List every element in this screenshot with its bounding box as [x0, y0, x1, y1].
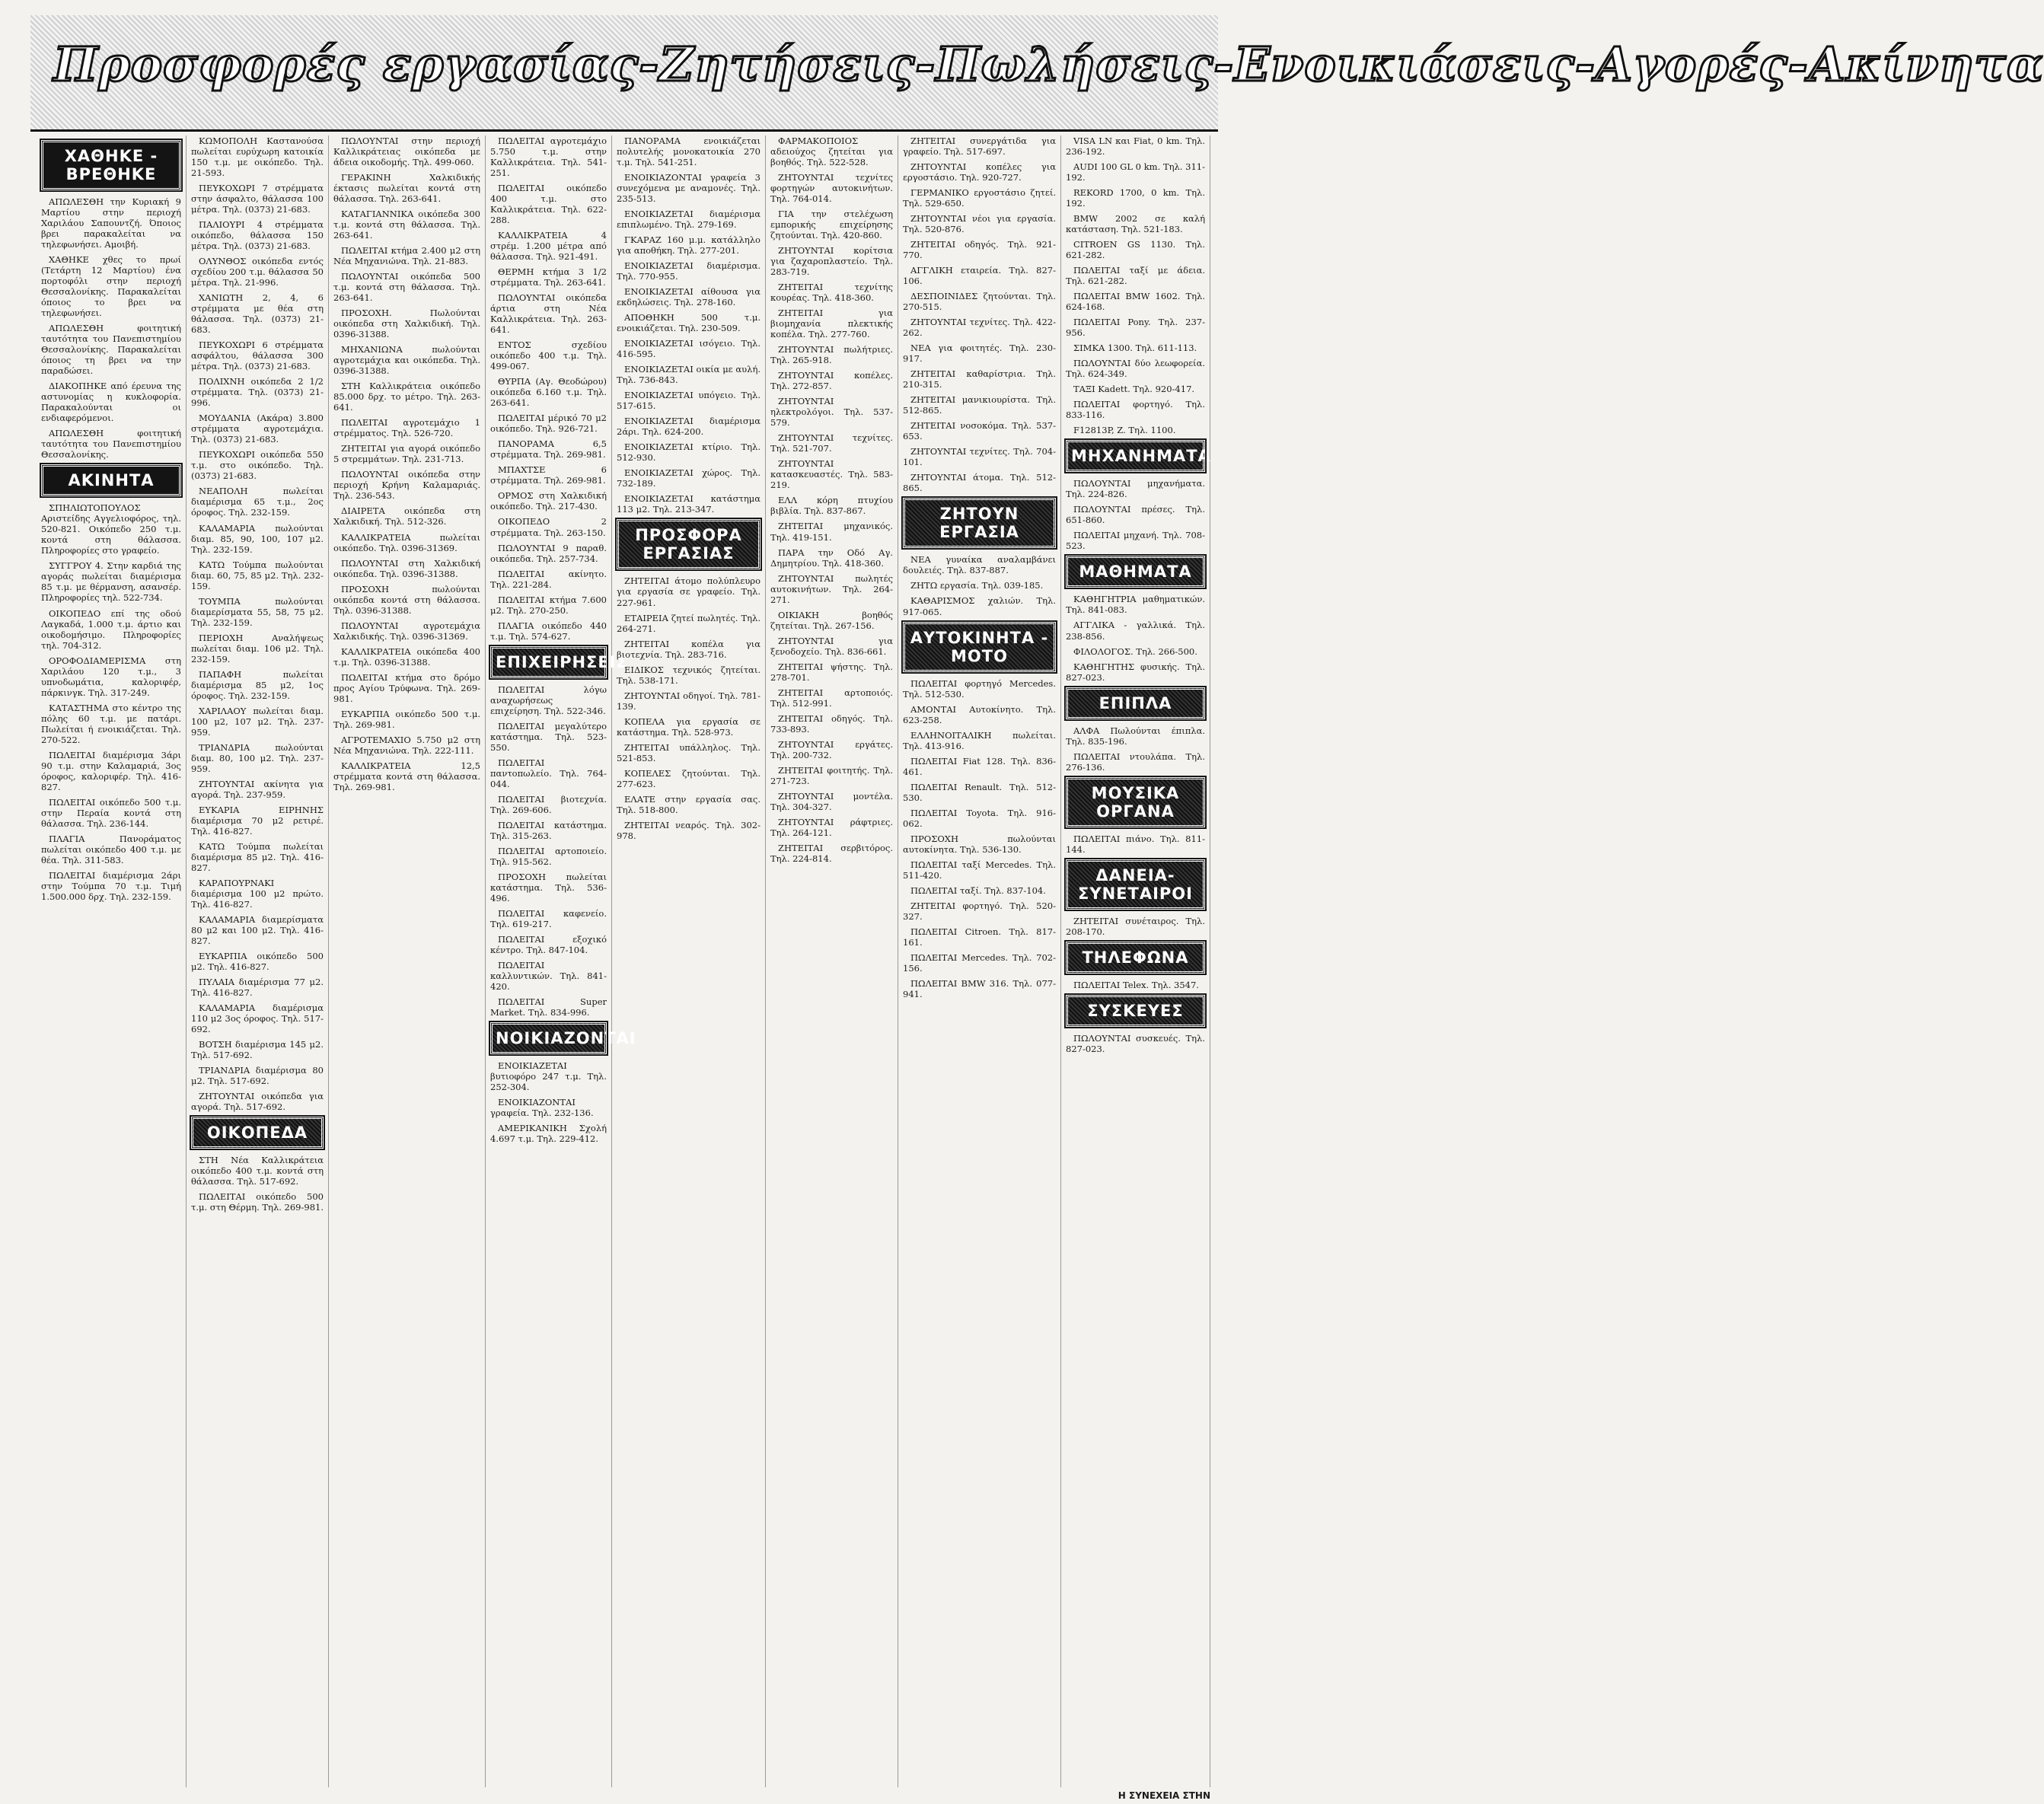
- classified-ad: ΠΩΛΟΥΝΤΑΙ οικόπεδα άρτια στη Νέα Καλλικράτεια. Τηλ. 263-641.: [490, 292, 607, 336]
- classified-ad: ΚΑΛΛΙΚΡΑΤΕΙΑ οικόπεδα 400 τ.μ. Τηλ. 0396-31388.: [333, 645, 480, 668]
- classified-ad: ΠΩΛΕΙΤΑΙ βιοτεχνία. Τηλ. 269-606.: [490, 793, 607, 815]
- classified-ad: BMW 2002 σε καλή κατάσταση. Τηλ. 521-183.: [1066, 213, 1205, 235]
- page-title: Προσφορές εργασίας-Ζητήσεις-Πωλήσεις-Ενοικιάσεις-Αγορές-Ακίνητα: [53, 37, 2044, 92]
- classified-ad: ΖΗΤΟΥΝΤΑΙ κοπέλες. Τηλ. 272-857.: [770, 370, 893, 392]
- section-heading: ΤΗΛΕΦΩΝΑ: [1066, 942, 1205, 974]
- classified-ad: ΖΗΤΟΥΝΤΑΙ ακίνητα για αγορά. Τηλ. 237-959.: [191, 778, 324, 800]
- classified-ad: ΔΙΑΙΡΕΤΑ οικόπεδα στη Χαλκιδική. Τηλ. 512-326.: [333, 505, 480, 527]
- classified-ad: ΠΑΝΟΡΑΜΑ 6,5 στρέμματα. Τηλ. 269-981.: [490, 438, 607, 461]
- classified-ad: ΖΗΤΕΙΤΑΙ νεαρός. Τηλ. 302-978.: [617, 819, 761, 841]
- classified-ad: ΕΝΟΙΚΙΑΖΕΤΑΙ ισόγειο. Τηλ. 416-595.: [617, 338, 761, 360]
- classified-ad: ΕΛΛΗΝΟΙΤΑΛΙΚΗ πωλείται. Τηλ. 413-916.: [903, 729, 1056, 751]
- classified-ad: ΠΩΛΕΙΤΑΙ BMW 316. Τηλ. 077-941.: [903, 977, 1056, 999]
- classified-ad: ΖΗΤΕΙΤΑΙ σερβιτόρος. Τηλ. 224-814.: [770, 842, 893, 864]
- classified-ad: ΚΑΘΗΓΗΤΡΙΑ μαθηματικών. Τηλ. 841-083.: [1066, 594, 1205, 616]
- classified-ad: ΠΕΥΚΟΧΩΡΙ οικόπεδα 550 τ.μ. στο οικόπεδο. Τηλ. (0373) 21-683.: [191, 449, 324, 482]
- classified-ad: ΖΗΤΕΙΤΑΙ για αγορά οικόπεδο 5 στρεμμάτων. Τηλ. 231-713.: [333, 443, 480, 465]
- classified-ad: ΟΙΚΟΠΕΔΟ επί της οδού Λαγκαδά, 1.000 τ.μ. άρτιο και οικοδομήσιμο. Πληροφορίες τηλ. 704-312.: [41, 607, 181, 651]
- classified-ad: ΖΗΤΟΥΝΤΑΙ πωλητές αυτοκινήτων. Τηλ. 264-271.: [770, 572, 893, 605]
- classified-ad: ΚΩΜΟΠΟΛΗ Καστανούσα πωλείται ευρύχωρη κατοικία 150 τ.μ. με οικόπεδο. Τηλ. 21-593.: [191, 135, 324, 179]
- classified-ad: ΠΡΟΣΟΧΗ πωλείται κατάστημα. Τηλ. 536-496.: [490, 871, 607, 904]
- classified-ad: ΠΩΛΟΥΝΤΑΙ αγροτεμάχια Χαλκιδικής. Τηλ. 0396-31369.: [333, 620, 480, 642]
- classified-ad: ΖΗΤΟΥΝΤΑΙ κοπέλες για εργοστάσιο. Τηλ. 920-727.: [903, 161, 1056, 183]
- classified-ad: ΖΗΤΟΥΝΤΑΙ οδηγοί. Τηλ. 781-139.: [617, 690, 761, 712]
- classified-ad: ΠΩΛΟΥΝΤΑΙ 9 παραθ. οικόπεδα. Τηλ. 257-734.: [490, 542, 607, 564]
- classified-ad: ΕΝΟΙΚΙΑΖΕΤΑΙ διαμέρισμα 2άρι. Τηλ. 624-200.: [617, 416, 761, 438]
- classified-ad: ΖΗΤΟΥΝΤΑΙ τεχνίτες φορτηγών αυτοκινήτων. Τηλ. 764-014.: [770, 172, 893, 205]
- classified-ad: ΖΗΤΟΥΝΤΑΙ τεχνίτες. Τηλ. 521-707.: [770, 432, 893, 454]
- classified-ad: ΚΟΠΕΛΑ για εργασία σε κατάστημα. Τηλ. 528-973.: [617, 716, 761, 738]
- classified-ad: ΖΗΤΕΙΤΑΙ μανικιουρίστα. Τηλ. 512-865.: [903, 394, 1056, 416]
- classified-ad: F12813P, Z. Τηλ. 1100.: [1073, 425, 1176, 436]
- classified-ad: ΖΗΤΕΙΤΑΙ φορτηγό. Τηλ. 520-327.: [903, 900, 1056, 922]
- classified-ad: ΕΝΟΙΚΙΑΖΟΝΤΑΙ γραφεία. Τηλ. 232-136.: [490, 1097, 594, 1119]
- classified-ad: ΠΩΛΟΥΝΤΑΙ στη Χαλκιδική οικόπεδα. Τηλ. 0396-31388.: [333, 557, 480, 579]
- classified-ad: ΕΝΤΟΣ σχεδίου οικόπεδο 400 τ.μ. Τηλ. 499-067.: [490, 339, 607, 372]
- classified-ad: ΠΕΡΙΟΧΗ Αναλήψεως πωλείται διαμ. 106 μ2. Τηλ. 232-159.: [191, 632, 324, 665]
- classified-ad: ΕΝΟΙΚΙΑΖΕΤΑΙ κατάστημα 113 μ2. Τηλ. 213-347.: [617, 493, 761, 515]
- classified-ad: ΜΟΥΔΑΝΙΑ (Ακάρα) 3.800 στρέμματα αγροτεμάχια. Τηλ. (0373) 21-683.: [191, 413, 324, 445]
- classified-ad: ΠΩΛΟΥΝΤΑΙ στην περιοχή Καλλικράτειας οικόπεδα με άδεια οικοδομής. Τηλ. 499-060.: [333, 135, 480, 168]
- classified-ad: ΟΛΥΝΘΟΣ οικόπεδα εντός σχεδίου 200 τ.μ. θάλασσα 50 μέτρα. Τηλ. 21-996.: [191, 256, 324, 288]
- classified-ad: ΑΠΩΛΕΣΘΗ την Κυριακή 9 Μαρτίου στην περιοχή Χαριλάου Σαπουντζή. Όποιος βρει παρακαλείται να τηλεφωνήσει. Αμοιβή.: [41, 196, 181, 250]
- classified-ad: ΖΗΤΕΙΤΑΙ υπάλληλος. Τηλ. 521-853.: [617, 741, 761, 763]
- classified-ad: ΖΗΤΕΙΤΑΙ τεχνίτης κουρέας. Τηλ. 418-360.: [770, 282, 893, 304]
- classified-ad: ΖΗΤΟΥΝΤΑΙ κορίτσια για ζαχαροπλαστείο. Τηλ. 283-719.: [770, 245, 893, 278]
- classified-ad: ΠΩΛΕΙΤΑΙ εξοχικό κέντρο. Τηλ. 847-104.: [490, 933, 607, 955]
- classified-ad: ΠΛΑΓΙΑ Πανοράματος πωλείται οικόπεδο 400 τ.μ. με θέα. Τηλ. 311-583.: [41, 833, 181, 865]
- classified-ad: ΖΗΤΕΙΤΑΙ συνέταιρος. Τηλ. 208-170.: [1066, 915, 1205, 937]
- classified-ad: ΕΝΟΙΚΙΑΖΕΤΑΙ υπόγειο. Τηλ. 517-615.: [617, 390, 761, 412]
- classified-ad: ΔΙΑΚΟΠΗΚΕ από έρευνα της αστυνομίας η κυκλοφορία. Παρακαλούνται οι ενδιαφερόμενοι.: [41, 381, 181, 424]
- classified-ad: ΖΗΤΕΙΤΑΙ καθαρίστρια. Τηλ. 210-315.: [903, 368, 1056, 390]
- classified-ad: ΕΝΟΙΚΙΑΖΕΤΑΙ διαμέρισμα επιπλωμένο. Τηλ. 279-169.: [617, 209, 761, 231]
- classified-ad: ΠΩΛΕΙΤΑΙ κτήμα στο δρόμο προς Αγίου Τρύφωνα. Τηλ. 269-981.: [333, 671, 480, 704]
- classified-ad: ΕΛΛ κόρη πτυχίου βιβλία. Τηλ. 837-867.: [770, 495, 893, 517]
- classified-ad: ΑΓΓΛΙΚΑ - γαλλικά. Τηλ. 238-856.: [1066, 620, 1205, 642]
- classified-ad: ΓΚΑΡΑΖ 160 μ.μ. κατάλληλο για αποθήκη. Τηλ. 277-201.: [617, 234, 761, 257]
- classified-ad: ΓΙΑ την στελέχωση εμπορικής επιχείρησης ζητούνται. Τηλ. 420-860.: [770, 209, 893, 241]
- classified-ad: ΖΗΤΕΙΤΑΙ φοιτητής. Τηλ. 271-723.: [770, 764, 893, 786]
- classified-ad: ΖΗΤΟΥΝΤΑΙ για ξενοδοχείο. Τηλ. 836-661.: [770, 635, 893, 657]
- classified-ad: ΠΩΛΕΙΤΑΙ κτήμα 2.400 μ2 στη Νέα Μηχανιώνα. Τηλ. 21-883.: [333, 245, 480, 267]
- column: [329, 135, 486, 1787]
- classified-ad: ΖΗΤΟΥΝΤΑΙ νέοι για εργασία. Τηλ. 520-876.: [903, 213, 1056, 235]
- classified-ad: ΚΑΘΑΡΙΣΜΟΣ χαλιών. Τηλ. 917-065.: [903, 595, 1056, 617]
- classified-ad: ΕΝΟΙΚΙΑΖΟΝΤΑΙ γραφεία 3 συνεχόμενα με αναμονές. Τηλ. 235-513.: [617, 172, 761, 205]
- classified-ad: ΠΑΛΙΟΥΡΙ 4 στρέμματα οικόπεδο, θάλασσα 150 μέτρα. Τηλ. (0373) 21-683.: [191, 219, 324, 252]
- classified-ad: ΖΗΤΟΥΝΤΑΙ μοντέλα. Τηλ. 304-327.: [770, 790, 893, 812]
- classified-ad: ΖΗΤΕΙΤΑΙ ψήστης. Τηλ. 278-701.: [770, 661, 893, 683]
- classified-ad: ΠΩΛΟΥΝΤΑΙ οικόπεδα στην περιοχή Κρήνη Καλαμαριάς. Τηλ. 236-543.: [333, 469, 480, 502]
- classified-ad: ΑΜΕΡΙΚΑΝΙΚΗ Σχολή 4.697 τ.μ. Τηλ. 229-412.: [490, 1123, 607, 1145]
- classified-ad: ΠΩΛΕΙΤΑΙ μηχανή. Τηλ. 708-523.: [1066, 530, 1205, 552]
- classified-ad: ΠΩΛΕΙΤΑΙ οικόπεδο 500 τ.μ. στην Περαία κοντά στη θάλασσα. Τηλ. 236-144.: [41, 796, 181, 829]
- classified-ad: ΘΕΡΜΗ κτήμα 3 1/2 στρέμματα. Τηλ. 263-641.: [490, 266, 607, 288]
- classified-ad: ΤΡΙΑΝΔΡΙΑ πωλούνται διαμ. 80, 100 μ2. Τηλ. 237-959.: [191, 741, 324, 774]
- classified-ad: CITROEN GS 1130. Τηλ. 621-282.: [1066, 239, 1205, 261]
- classified-ad: ΚΑΘΗΓΗΤΗΣ φυσικής. Τηλ. 827-023.: [1066, 661, 1205, 683]
- classified-ad: ΠΩΛΕΙΤΑΙ οικόπεδο 500 τ.μ. στη Θέρμη. Τηλ. 269-981.: [191, 1191, 324, 1213]
- classified-ad: ΕΝΟΙΚΙΑΖΕΤΑΙ χώρος. Τηλ. 732-189.: [617, 467, 761, 489]
- classified-ad: ΠΑΡΑ την Οδό Αγ. Δημητρίου. Τηλ. 418-360.: [770, 547, 893, 569]
- classified-ad: ΠΩΛΕΙΤΑΙ καφενείο. Τηλ. 619-217.: [490, 907, 607, 929]
- classified-ad: ΓΕΡΜΑΝΙΚΟ εργοστάσιο ζητεί. Τηλ. 529-650.: [903, 187, 1056, 209]
- classified-ad: ΣΤΗ Νέα Καλλικράτεια οικόπεδο 400 τ.μ. κοντά στη θάλασσα. Τηλ. 517-692.: [191, 1155, 324, 1187]
- section-heading: ΕΠΙΠΛΑ: [1066, 687, 1205, 719]
- classified-ad: ΚΑΤΑΓΙΑΝΝΙΚΑ οικόπεδα 300 τ.μ. κοντά στη θάλασσα. Τηλ. 263-641.: [333, 209, 480, 241]
- classified-ad: ΘΥΡΠΑ (Αγ. Θεοδώρου) οικόπεδα 6.160 τ.μ. Τηλ. 263-641.: [490, 376, 607, 409]
- classified-ad: ΠΩΛΕΙΤΑΙ φορτηγό. Τηλ. 833-116.: [1066, 399, 1205, 421]
- classified-ad: ΖΗΤΟΥΝΤΑΙ εργάτες. Τηλ. 200-732.: [770, 738, 893, 760]
- classified-ad: ΠΡΟΣΟΧΗ πωλούνται οικόπεδα κοντά στη θάλασσα. Τηλ. 0396-31388.: [333, 583, 480, 616]
- classified-ad: ΖΗΤΕΙΤΑΙ για βιομηχανία πλεκτικής κοπέλα. Τηλ. 277-760.: [770, 308, 893, 340]
- classified-ad: ΕΥΚΑΡΠΙΑ οικόπεδο 500 μ2. Τηλ. 416-827.: [191, 951, 324, 973]
- classified-ad: ΚΑΤΩ Τούμπα πωλούνται διαμ. 60, 75, 85 μ2. Τηλ. 232-159.: [191, 559, 324, 591]
- classified-ad: ΠΩΛΟΥΝΤΑΙ οικόπεδα 500 τ.μ. κοντά στη θάλασσα. Τηλ. 263-641.: [333, 271, 480, 304]
- classified-ad: ΚΑΛΛΙΚΡΑΤΕΙΑ 12,5 στρέμματα κοντά στη θάλασσα. Τηλ. 269-981.: [333, 760, 480, 792]
- classified-ad: ΕΝΟΙΚΙΑΖΕΤΑΙ αίθουσα για εκδηλώσεις. Τηλ. 278-160.: [617, 286, 761, 308]
- classified-ad: ΠΩΛΕΙΤΑΙ οικόπεδο 400 τ.μ. στο Καλλικράτεια. Τηλ. 622-288.: [490, 183, 607, 226]
- classified-ad: ΝΕΑ γυναίκα αναλαμβάνει δουλειές. Τηλ. 837-887.: [903, 554, 1056, 576]
- classified-ad: ΠΩΛΕΙΤΑΙ Super Market. Τηλ. 834-996.: [490, 996, 607, 1018]
- classified-ad: ΜΗΧΑΝΙΩΝΑ πωλούνται αγροτεμάχια και οικόπεδα. Τηλ. 0396-31388.: [333, 344, 480, 377]
- classified-ad: ΠΩΛΕΙΤΑΙ κατάστημα. Τηλ. 315-263.: [490, 819, 607, 841]
- classified-ad: ΖΗΤΕΙΤΑΙ οδηγός. Τηλ. 733-893.: [770, 712, 893, 735]
- classified-ad: ΠΩΛΕΙΤΑΙ Toyota. Τηλ. 916-062.: [903, 807, 1056, 829]
- classified-ad: ΖΗΤΟΥΝΤΑΙ τεχνίτες. Τηλ. 704-101.: [903, 446, 1056, 468]
- classified-ad: VISA LN και Fiat, 0 km. Τηλ. 236-192.: [1066, 135, 1205, 158]
- classified-ad: ΖΗΤΕΙΤΑΙ αρτοποιός. Τηλ. 512-991.: [770, 687, 893, 709]
- classified-ad: ΣΙΜΚΑ 1300. Τηλ. 611-113.: [1073, 343, 1197, 354]
- classified-ad: ΠΩΛΟΥΝΤΑΙ μηχανήματα. Τηλ. 224-826.: [1066, 478, 1205, 500]
- classified-ad: ΧΑΡΙΛΑΟΥ πωλείται διαμ. 100 μ2, 107 μ2. Τηλ. 237-959.: [191, 705, 324, 738]
- section-heading: ΜΟΥΣΙΚΑ ΟΡΓΑΝΑ: [1066, 777, 1205, 827]
- classified-ad: ΠΟΛΙΧΝΗ οικόπεδα 2 1/2 στρέμματα. Τηλ. (0373) 21-996.: [191, 376, 324, 409]
- classified-ad: ΠΩΛΕΙΤΑΙ Citroen. Τηλ. 817-161.: [903, 926, 1056, 948]
- classified-ad: ΕΥΚΑΡΙΑ ΕΙΡΗΝΗΣ διαμέρισμα 70 μ2 ρετιρέ. Τηλ. 416-827.: [191, 804, 324, 837]
- classified-ad: ΠΩΛΕΙΤΑΙ αρτοποιείο. Τηλ. 915-562.: [490, 845, 607, 867]
- section-heading: ΟΙΚΟΠΕΔΑ: [191, 1117, 324, 1149]
- classified-ad: ΜΠΑΧΤΣΕ 6 στρέμματα. Τηλ. 269-981.: [490, 464, 607, 486]
- classified-ad: ΖΗΤΕΙΤΑΙ συνεργάτιδα για γραφείο. Τηλ. 517-697.: [903, 135, 1056, 158]
- section-heading: ΔΑΝΕΙΑ-ΣΥΝΕΤΑΙΡΟΙ: [1066, 859, 1205, 910]
- classified-ad: ΠΩΛΕΙΤΑΙ λόγω αναχωρήσεως επιχείρηση. Τηλ. 522-346.: [490, 684, 607, 716]
- classified-ad: ΒΟΤΣΗ διαμέρισμα 145 μ2. Τηλ. 517-692.: [191, 1039, 324, 1061]
- classified-ad: ΖΗΤΕΙΤΑΙ νοσοκόμα. Τηλ. 537-653.: [903, 420, 1056, 442]
- classifieds-banner: [30, 15, 2044, 132]
- classified-ad: ΝΕΑΠΟΛΗ πωλείται διαμέρισμα 65 τ.μ., 2ος όροφος. Τηλ. 232-159.: [191, 486, 324, 518]
- classified-ad: AUDI 100 GL 0 km. Τηλ. 311-192.: [1066, 161, 1205, 183]
- classified-ad: ΠΑΝΟΡΑΜΑ ενοικιάζεται πολυτελής μονοκατοικία 270 τ.μ. Τηλ. 541-251.: [617, 135, 761, 168]
- classified-ad: ΠΩΛΕΙΤΑΙ μέρικό 70 μ2 οικόπεδο. Τηλ. 926-721.: [490, 413, 607, 435]
- classified-ad: ΠΩΛΕΙΤΑΙ μεγαλύτερο κατάστημα. Τηλ. 523-550.: [490, 720, 607, 753]
- classified-ad: ΕΤΑΙΡΕΙΑ ζητεί πωλητές. Τηλ. 264-271.: [617, 612, 761, 634]
- classified-ad: ΝΕΑ για φοιτητές. Τηλ. 230-917.: [903, 343, 1056, 365]
- classified-ad: ΑΛΦΑ Πωλούνται έπιπλα. Τηλ. 835-196.: [1066, 725, 1205, 747]
- classified-ad: ΖΗΤΕΙΤΑΙ άτομο πολύπλευρο για εργασία σε γραφείο. Τηλ. 227-961.: [617, 575, 761, 608]
- classified-ad: ΠΥΛΑΙΑ διαμέρισμα 77 μ2. Τηλ. 416-827.: [191, 977, 324, 999]
- classified-ad: ΠΩΛΟΥΝΤΑΙ πρέσες. Τηλ. 651-860.: [1066, 504, 1205, 526]
- classified-ad: ΕΝΟΙΚΙΑΖΕΤΑΙ οικία με αυλή. Τηλ. 736-843.: [617, 364, 761, 386]
- column: [1061, 135, 1210, 1787]
- column: [766, 135, 898, 1787]
- classified-ad: ΠΩΛΕΙΤΑΙ πιάνο. Τηλ. 811-144.: [1066, 833, 1205, 855]
- classified-ad: ΟΡΟΦΟΔΙΑΜΕΡΙΣΜΑ στη Χαριλάου 120 τ.μ., 3 υπνοδωμάτια, καλοριφέρ, πάρκινγκ. Τηλ. 317-249.: [41, 655, 181, 698]
- classified-ad: ΖΗΤΟΥΝΤΑΙ ηλεκτρολόγοι. Τηλ. 537-579.: [770, 396, 893, 429]
- column: [37, 135, 187, 1787]
- classified-ad: ΕΙΔΙΚΟΣ τεχνικός ζητείται. Τηλ. 538-171.: [617, 664, 761, 686]
- classified-ad: ΖΗΤΟΥΝΤΑΙ πωλήτριες. Τηλ. 265-918.: [770, 344, 893, 366]
- classified-ad: ΕΝΟΙΚΙΑΖΕΤΑΙ κτίριο. Τηλ. 512-930.: [617, 441, 761, 464]
- classified-ad: ΤΡΙΑΝΔΡΙΑ διαμέρισμα 80 μ2. Τηλ. 517-692.: [191, 1065, 324, 1087]
- classified-ad: ΠΕΥΚΟΧΩΡΙ 7 στρέμματα στην άσφαλτο, θάλασσα 100 μέτρα. Τηλ. (0373) 21-683.: [191, 183, 324, 215]
- classified-ad: ΠΕΥΚΟΧΩΡΙ 6 στρέμματα ασφάλτου, θάλασσα 300 μέτρα. Τηλ. (0373) 21-683.: [191, 339, 324, 372]
- classified-ad: ΖΗΤΟΥΝΤΑΙ κατασκευαστές. Τηλ. 583-219.: [770, 458, 893, 491]
- classified-ad: ΠΩΛΕΙΤΑΙ BMW 1602. Τηλ. 624-168.: [1066, 291, 1205, 313]
- classified-ad: ΠΑΠΑΦΗ πωλείται διαμέρισμα 85 μ2, 1ος όροφος. Τηλ. 232-159.: [191, 668, 324, 701]
- classified-ad: ΑΠΩΛΕΣΘΗ φοιτητική ταυτότητα του Πανεπιστημίου Θεσσαλονίκης.: [41, 428, 181, 461]
- classified-ad: ΠΩΛΟΥΝΤΑΙ δύο λεωφορεία. Τηλ. 624-349.: [1066, 358, 1205, 380]
- classified-ad: ΣΤΗ Καλλικράτεια οικόπεδο 85.000 δρχ. το μέτρο. Τηλ. 263-641.: [333, 381, 480, 413]
- classified-ad: ΕΥΚΑΡΠΙΑ οικόπεδο 500 τ.μ. Τηλ. 269-981.: [333, 708, 480, 730]
- section-heading: ΕΠΙΧΕΙΡΗΣΕΙΣ: [490, 646, 607, 678]
- classified-ad: ΠΩΛΟΥΝΤΑΙ συσκευές. Τηλ. 827-023.: [1066, 1032, 1205, 1054]
- classified-ad: ΠΩΛΕΙΤΑΙ ταξί Mercedes. Τηλ. 511-420.: [903, 859, 1056, 881]
- classified-ad: ΠΩΛΕΙΤΑΙ διαμέρισμα 2άρι στην Τούμπα 70 τ.μ. Τιμή 1.500.000 δρχ. Τηλ. 232-159.: [41, 869, 181, 902]
- classified-ad: ΖΗΤΟΥΝΤΑΙ άτομα. Τηλ. 512-865.: [903, 472, 1056, 494]
- classified-ad: ΚΟΠΕΛΕΣ ζητούνται. Τηλ. 277-623.: [617, 767, 761, 789]
- classified-ad: ΠΩΛΕΙΤΑΙ καλλυντικών. Τηλ. 841-420.: [490, 959, 607, 993]
- classified-ad: ΦΙΛΟΛΟΓΟΣ. Τηλ. 266-500.: [1073, 645, 1197, 657]
- classified-ad: ΕΝΟΙΚΙΑΖΕΤΑΙ βυτιοφόρο 247 τ.μ. Τηλ. 252-304.: [490, 1060, 607, 1093]
- classified-ad: ΚΑΛΑΜΑΡΙΑ πωλούνται διαμ. 85, 90, 100, 107 μ2. Τηλ. 232-159.: [191, 522, 324, 555]
- classified-ad: ΠΩΛΕΙΤΑΙ ντουλάπα. Τηλ. 276-136.: [1066, 751, 1205, 773]
- classified-ad: ΖΗΤΕΙΤΑΙ οδηγός. Τηλ. 921-770.: [903, 239, 1056, 261]
- classified-ad: ΚΑΤΩ Τούμπα πωλείται διαμέρισμα 85 μ2. Τηλ. 416-827.: [191, 840, 324, 873]
- section-heading: ΑΥΤΟΚΙΝΗΤΑ - ΜΟΤΟ: [903, 622, 1056, 672]
- section-heading: ΜΑΘΗΜΑΤΑ: [1066, 556, 1205, 588]
- classified-ad: ΤΑΞΙ Kadett. Τηλ. 920-417.: [1073, 384, 1195, 395]
- classified-ad: ΠΩΛΕΙΤΑΙ αγροτεμάχιο 5.750 τ.μ. στην Καλλικράτεια. Τηλ. 541-251.: [490, 135, 607, 179]
- classified-ad: ΠΩΛΕΙΤΑΙ ταξί. Τηλ. 837-104.: [910, 884, 1046, 896]
- column: [187, 135, 329, 1787]
- classified-ad: ΟΙΚΙΑΚΗ βοηθός ζητείται. Τηλ. 267-156.: [770, 609, 893, 631]
- classified-ad: ΚΑΛΛΙΚΡΑΤΕΙΑ 4 στρέμ. 1.200 μέτρα από θάλασσα. Τηλ. 921-491.: [490, 230, 607, 263]
- classified-ad: ΧΑΘΗΚΕ χθες το πρωί (Τετάρτη 12 Μαρτίου) ένα πορτοφόλι στην περιοχή Θεσσαλονίκης. Παρακαλείται όποιος το βρει να τηλεφωνήσει.: [41, 254, 181, 319]
- classified-ad: ΖΗΤΕΙΤΑΙ μηχανικός. Τηλ. 419-151.: [770, 521, 893, 543]
- classified-ad: ΑΓΡΟΤΕΜΑΧΙΟ 5.750 μ2 στη Νέα Μηχανιώνα. Τηλ. 222-111.: [333, 734, 480, 756]
- classified-ad: ΓΕΡΑΚΙΝΗ Χαλκιδικής έκτασις πωλείται κοντά στη θάλασσα. Τηλ. 263-641.: [333, 172, 480, 205]
- section-heading: ΖΗΤΟΥΝ ΕΡΓΑΣΙΑ: [903, 498, 1056, 548]
- classified-ad: ΖΗΤΟΥΝΤΑΙ τεχνίτες. Τηλ. 422-262.: [903, 317, 1056, 339]
- classified-ad: ΕΛΑΤΕ στην εργασία σας. Τηλ. 518-800.: [617, 793, 761, 815]
- classified-ad: ΠΩΛΕΙΤΑΙ ακίνητο. Τηλ. 221-284.: [490, 568, 607, 590]
- classified-ad: ΑΓΓΛΙΚΗ εταιρεία. Τηλ. 827-106.: [903, 265, 1056, 287]
- classified-ad: ΔΕΣΠΟΙΝΙΔΕΣ ζητούνται. Τηλ. 270-515.: [903, 291, 1056, 313]
- classified-ad: ΠΩΛΕΙΤΑΙ αγροτεμάχιο 1 στρέμματος. Τηλ. 526-720.: [333, 417, 480, 439]
- classified-ad: ΠΩΛΕΙΤΑΙ παντοπωλείο. Τηλ. 764-044.: [490, 757, 607, 789]
- classified-ad: ΣΠΗΛΙΩΤΟΠΟΥΛΟΣ Αριστείδης Αγγελιοφόρος, τηλ. 520-821. Οικόπεδο 250 τ.μ. κοντά στη θάλασσα. Πληροφορίες στο γραφείο.: [41, 502, 181, 556]
- classified-ad: ΟΡΜΟΣ στη Χαλκιδική οικόπεδο. Τηλ. 217-430.: [490, 490, 607, 512]
- column: [612, 135, 766, 1787]
- classified-ad: REKORD 1700, 0 km. Τηλ. 192.: [1066, 187, 1205, 209]
- classified-ad: ΚΑΡΑΠΟΥΡΝΑΚΙ διαμέρισμα 100 μ2 πρώτο. Τηλ. 416-827.: [191, 877, 324, 910]
- section-heading: ΜΗΧΑΝΗΜΑΤΑ: [1066, 440, 1205, 472]
- classified-ad: ΠΩΛΕΙΤΑΙ διαμέρισμα 3άρι 90 τ.μ. στην Καλαμαριά, 3ος όροφος, καλοριφέρ. Τηλ. 416-827.: [41, 749, 181, 792]
- classified-ad: ΠΩΛΕΙΤΑΙ Mercedes. Τηλ. 702-156.: [903, 951, 1056, 974]
- classified-ad: ΠΩΛΕΙΤΑΙ Telex. Τηλ. 3547.: [1073, 979, 1199, 990]
- classified-ad: ΠΩΛΕΙΤΑΙ Pony. Τηλ. 237-956.: [1066, 317, 1205, 339]
- classified-ad: ΠΩΛΕΙΤΑΙ κτήμα 7.600 μ2. Τηλ. 270-250.: [490, 594, 607, 616]
- continuation-note: Η ΣΥΝΕΧΕΙΑ ΣΤΗΝ: [1118, 1790, 1210, 1801]
- section-heading: ΣΥΣΚΕΥΕΣ: [1066, 995, 1205, 1027]
- column: [486, 135, 636, 1787]
- classified-ad: ΑΠΟΘΗΚΗ 500 τ.μ. ενοικιάζεται. Τηλ. 230-509.: [617, 312, 761, 334]
- column: [898, 135, 1061, 1787]
- classified-ad: ΠΩΛΕΙΤΑΙ Renault. Τηλ. 512-530.: [903, 781, 1056, 803]
- classified-ad: ΠΡΟΣΟΧΗ. Πωλούνται οικόπεδα στη Χαλκιδική. Τηλ. 0396-31388.: [333, 308, 480, 340]
- classified-ad: ΕΝΟΙΚΙΑΖΕΤΑΙ διαμέρισμα. Τηλ. 770-955.: [617, 260, 761, 282]
- classified-ad: ΖΗΤΟΥΝΤΑΙ οικόπεδα για αγορά. Τηλ. 517-692.: [191, 1091, 324, 1113]
- section-heading: ΠΡΟΣΦΟΡΑ ΕΡΓΑΣΙΑΣ: [617, 519, 761, 569]
- classified-ad: ΦΑΡΜΑΚΟΠΟΙΟΣ αδειούχος ζητείται για βοηθός. Τηλ. 522-528.: [770, 135, 893, 168]
- classified-ad: ΠΩΛΕΙΤΑΙ φορτηγό Mercedes. Τηλ. 512-530.: [903, 677, 1056, 700]
- classified-ad: ΣΥΓΓΡΟΥ 4. Στην καρδιά της αγοράς πωλείται διαμέρισμα 85 τ.μ. με θέρμανση, ασανσέρ. Πληροφορίες τηλ. 522-734.: [41, 560, 181, 604]
- section-heading: ΑΚΙΝΗΤΑ: [41, 464, 181, 496]
- classified-ad: ΧΑΝΙΩΤΗ 2, 4, 6 στρέμματα με θέα στη θάλασσα. Τηλ. (0373) 21-683.: [191, 292, 324, 336]
- classified-ad: ΚΑΛΑΜΑΡΙΑ διαμέρισμα 110 μ2 3ος όροφος. Τηλ. 517-692.: [191, 1002, 324, 1035]
- classified-ad: ΑΠΩΛΕΣΘΗ φοιτητική ταυτότητα του Πανεπιστημίου Θεσσαλονίκης. Παρακαλείται όποιος τη βρει να την παραδώσει.: [41, 323, 181, 377]
- classified-ad: ΠΩΛΕΙΤΑΙ ταξί με άδεια. Τηλ. 621-282.: [1066, 265, 1205, 287]
- classified-ad: ΑΜΟΝΤΑΙ Αυτοκίνητο. Τηλ. 623-258.: [903, 703, 1056, 725]
- classified-ad: ΠΡΟΣΟΧΗ πωλούνται αυτοκίνητα. Τηλ. 536-130.: [903, 833, 1056, 855]
- classified-ad: ΖΗΤΕΙΤΑΙ κοπέλα για βιοτεχνία. Τηλ. 283-716.: [617, 638, 761, 660]
- section-heading: ΝΟΙΚΙΑΖΟΝΤΑΙ: [490, 1022, 607, 1054]
- classified-ad: ΚΑΤΑΣΤΗΜΑ στο κέντρο της πόλης 60 τ.μ. με πατάρι. Πωλείται ή ενοικιάζεται. Τηλ. 270-522.: [41, 702, 181, 745]
- classified-ad: ΖΗΤΟΥΝΤΑΙ ράφτριες. Τηλ. 264-121.: [770, 816, 893, 838]
- classified-ad: ΚΑΛΛΙΚΡΑΤΕΙΑ πωλείται οικόπεδο. Τηλ. 0396-31369.: [333, 531, 480, 553]
- classified-ad: ΠΛΑΓΙΑ οικόπεδο 440 τ.μ. Τηλ. 574-627.: [490, 620, 607, 642]
- classified-ad: ΟΙΚΟΠΕΔΟ 2 στρέμματα. Τηλ. 263-150.: [490, 516, 607, 538]
- classified-ad: ΤΟΥΜΠΑ πωλούνται διαμερίσματα 55, 58, 75 μ2. Τηλ. 232-159.: [191, 595, 324, 628]
- classified-ad: ΚΑΛΑΜΑΡΙΑ διαμερίσματα 80 μ2 και 100 μ2. Τηλ. 416-827.: [191, 914, 324, 947]
- classified-ad: ΠΩΛΕΙΤΑΙ Fiat 128. Τηλ. 836-461.: [903, 755, 1056, 777]
- section-heading: ΧΑΘΗΚΕ - ΒΡΕΘΗΚΕ: [41, 140, 181, 190]
- classified-ad: ΖΗΤΩ εργασία. Τηλ. 039-185.: [910, 580, 1044, 591]
